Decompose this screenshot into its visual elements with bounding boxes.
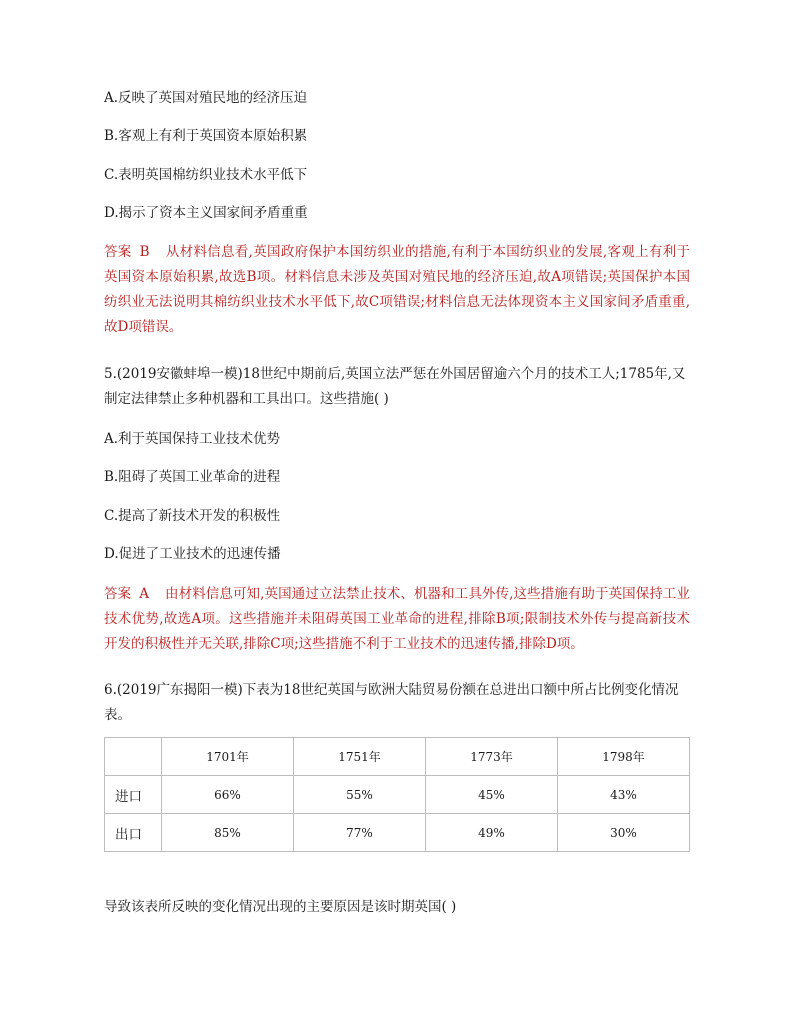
q4-answer — [104, 240, 690, 340]
q4-option-d: D.揭示了资本主义国家间矛盾重重 — [104, 205, 308, 221]
q4-option-c: C.表明英国棉纺织业技术水平低下 — [104, 167, 308, 183]
table-corner-cell — [105, 738, 162, 776]
q5-option-b: B.阻碍了英国工业革命的进程 — [104, 469, 281, 485]
table-header-cell: 1798年 — [558, 738, 690, 776]
table-cell: 45% — [426, 776, 558, 814]
table-cell: 49% — [426, 814, 558, 852]
table-header-cell: 1751年 — [294, 738, 426, 776]
table-row — [105, 814, 690, 852]
table-row — [105, 776, 690, 814]
table-header-cell: 1701年 — [162, 738, 294, 776]
answer-explanation: 由材料信息可知,英国通过立法禁止技术、机器和工具外传,这些措施有助于英国保持工业技术优势,故选A项。这些措施并未阻碍英国工业革命的进程,排除B项;限制技术外传与提高新技术开发的积极性并无关联,排除C项;这些措施不利于工业技术的迅速传播,排除D项。 — [104, 586, 691, 652]
q6-prompt: 导致该表所反映的变化情况出现的主要原因是该时期英国( ) — [104, 899, 457, 915]
table-row-label: 进口 — [105, 776, 162, 814]
table-cell: 85% — [162, 814, 294, 852]
q5-option-c: C.提高了新技术开发的积极性 — [104, 508, 281, 524]
q4-option-a: A.反映了英国对殖民地的经济压迫 — [104, 90, 308, 106]
answer-key: B — [139, 244, 150, 260]
answer-label: 答案 — [104, 586, 132, 602]
q5-answer — [104, 582, 690, 657]
q6-stem: 6.(2019广东揭阳一模)下表为18世纪英国与欧洲大陆贸易份额在总进出口额中所占比例变化情况表。 — [104, 682, 679, 723]
answer-label: 答案 — [104, 244, 132, 260]
table-cell: 30% — [558, 814, 690, 852]
answer-explanation: 从材料信息看,英国政府保护本国纺织业的措施,有利于本国纺织业的发展,客观上有利于英国资本原始积累,故选B项。材料信息未涉及英国对殖民地的经济压迫,故A项错误;英国保护本国纺织业无法说明其棉纺织业技术水平低下,故C项错误;材料信息无法体现资本主义国家间矛盾重重,故D项错误。 — [104, 244, 691, 335]
table-row-label: 出口 — [105, 814, 162, 852]
table-header-row — [105, 738, 690, 776]
table-header-cell: 1773年 — [426, 738, 558, 776]
table-cell: 55% — [294, 776, 426, 814]
trade-share-table — [104, 737, 690, 852]
q5-option-a: A.利于英国保持工业技术优势 — [104, 431, 281, 447]
answer-key: A — [139, 586, 149, 602]
table-cell: 77% — [294, 814, 426, 852]
table-cell: 43% — [558, 776, 690, 814]
table-cell: 66% — [162, 776, 294, 814]
q4-option-b: B.客观上有利于英国资本原始积累 — [104, 128, 308, 144]
q5-stem: 5.(2019安徽蚌埠一模)18世纪中期前后,英国立法严惩在外国居留逾六个月的技术工人;1785年,又制定法律禁止多种机器和工具出口。这些措施( ) — [104, 366, 686, 407]
q5-option-d: D.促进了工业技术的迅速传播 — [104, 546, 281, 562]
